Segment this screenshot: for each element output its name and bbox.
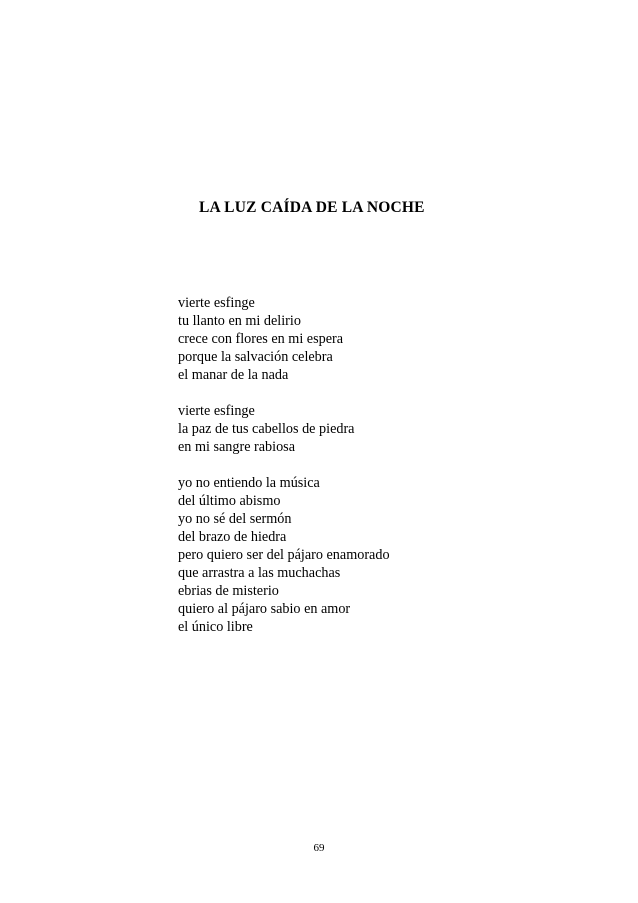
- poem-line: el manar de la nada: [178, 367, 289, 383]
- poem-line: pero quiero ser del pájaro enamorado: [178, 547, 390, 563]
- stanza-2: [178, 402, 390, 456]
- poem-line: del último abismo: [178, 493, 281, 509]
- poem-line: yo no sé del sermón: [178, 511, 292, 527]
- poem-line: porque la salvación celebra: [178, 349, 333, 365]
- poem-line: el único libre: [178, 619, 253, 635]
- poem-line: vierte esfinge: [178, 295, 255, 311]
- poem-line: del brazo de hiedra: [178, 529, 287, 545]
- poem-line: ebrias de misterio: [178, 583, 279, 599]
- poem-line: la paz de tus cabellos de piedra: [178, 421, 355, 437]
- poem-line: que arrastra a las muchachas: [178, 565, 341, 581]
- poem-title: LA LUZ CAÍDA DE LA NOCHE: [199, 199, 425, 216]
- poem-line: crece con flores en mi espera: [178, 331, 344, 347]
- page-number: [0, 842, 638, 854]
- poem-line: en mi sangre rabiosa: [178, 439, 296, 455]
- page-number-text: 69: [313, 842, 325, 854]
- poem-body: [178, 294, 390, 654]
- stanza-3: [178, 474, 390, 636]
- poem-line: yo no entiendo la música: [178, 475, 320, 491]
- poem-line: vierte esfinge: [178, 403, 255, 419]
- poem-line: quiero al pájaro sabio en amor: [178, 601, 351, 617]
- poem-line: tu llanto en mi delirio: [178, 313, 301, 329]
- stanza-1: [178, 294, 390, 384]
